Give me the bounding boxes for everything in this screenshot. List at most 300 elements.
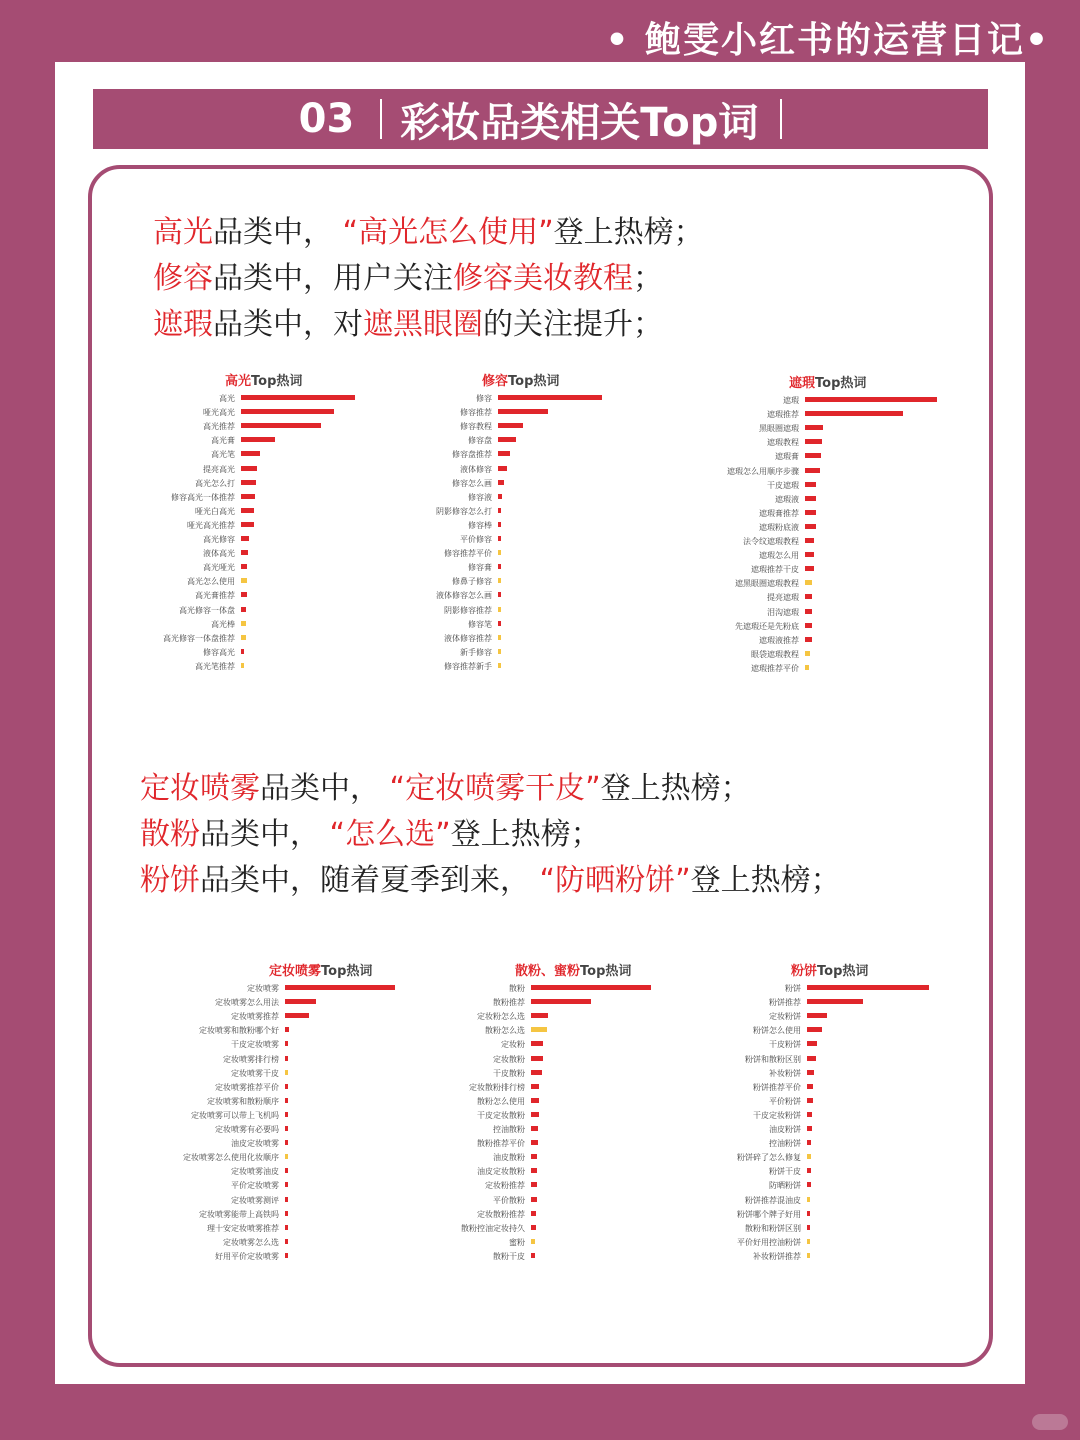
category-label: 补妆粉饼推荐: [753, 1251, 801, 1261]
category-label: 平价粉饼: [769, 1096, 801, 1106]
bar: [285, 1098, 288, 1103]
category-label: 修容棒: [468, 520, 492, 530]
bar: [285, 1211, 288, 1216]
chart-row: [430, 547, 606, 561]
banner-divider: [380, 99, 382, 139]
highlight-text: “高光怎么使用”: [342, 215, 554, 250]
category-label: 液体修容推荐: [444, 633, 492, 643]
highlight-text: “定妆喷雾干皮”: [389, 771, 601, 806]
bar: [285, 1154, 288, 1159]
bar: [531, 999, 591, 1004]
chart-row: [715, 408, 941, 422]
chart-row: [735, 1208, 933, 1222]
chart-title-highlight: 定妆喷雾: [269, 964, 322, 979]
category-label: 蜜粉: [509, 1237, 525, 1247]
bar: [807, 1154, 811, 1159]
insight-text-top: [153, 210, 704, 348]
category-label: 定妆喷雾能带上高铁吗: [199, 1209, 279, 1219]
chart-row: [430, 434, 606, 448]
category-label: 修容推荐平价: [444, 549, 492, 559]
bar: [498, 437, 516, 442]
chart-row: [455, 1179, 655, 1193]
chart-row: [165, 1067, 399, 1081]
category-label: 修容盘: [468, 436, 492, 446]
bar: [241, 522, 254, 527]
category-label: 液体高光: [203, 549, 235, 559]
bar: [531, 1182, 537, 1187]
category-label: 定妆散粉: [493, 1054, 525, 1064]
category-label: 定妆喷雾有必要吗: [215, 1125, 279, 1134]
body-text: 品类中，: [213, 215, 343, 250]
category-label: 干皮遮瑕: [767, 480, 799, 490]
category-label: 定妆喷雾推荐平价: [215, 1082, 279, 1092]
category-label: 平价定妆喷雾: [231, 1181, 279, 1191]
category-label: 高光棒: [211, 619, 235, 629]
body-text: 品类中，用户关注: [213, 261, 453, 296]
category-label: 平价好用控油粉饼: [737, 1237, 801, 1247]
bar: [498, 663, 501, 668]
bar: [807, 1013, 827, 1018]
chart-row: [715, 493, 941, 507]
bar: [498, 480, 504, 485]
bar: [531, 1253, 535, 1258]
chart-row: [430, 533, 606, 547]
insight-line: [153, 210, 704, 256]
chart-row: [165, 1165, 399, 1179]
chart-row: [715, 563, 941, 577]
category-label: 修容膏: [468, 563, 492, 573]
bar: [531, 1056, 543, 1061]
category-label: 修容高光一体推荐: [171, 492, 235, 502]
chart-row: [165, 1081, 399, 1095]
category-label: 干皮定妆喷雾: [231, 1040, 279, 1050]
bar: [241, 592, 247, 597]
bar: [285, 1084, 288, 1089]
category-label: 散粉干皮: [493, 1251, 525, 1261]
chart-title-rest: Top热词: [251, 374, 303, 389]
category-label: 干皮定妆散粉: [477, 1110, 525, 1120]
chart-row: [430, 660, 606, 674]
category-label: 控油散粉: [493, 1125, 525, 1134]
bar: [531, 1225, 536, 1230]
chart-row: [155, 604, 359, 618]
chart-row: [165, 1123, 399, 1137]
category-label: 修容笔: [468, 619, 492, 629]
category-label: 定妆喷雾怎么使用化妆顺序: [183, 1153, 279, 1163]
chart-row: [430, 448, 606, 462]
bar: [498, 550, 501, 555]
chart-row: [715, 648, 941, 662]
category-label: 高光笔推荐: [195, 661, 235, 671]
category-label: 平价修容: [460, 535, 492, 544]
bar: [285, 1013, 309, 1018]
bar: [241, 395, 355, 400]
category-label: 高光修容一体盘推荐: [163, 633, 235, 643]
chart-row: [430, 463, 606, 477]
bar: [241, 437, 275, 442]
chart-row: [735, 1109, 933, 1123]
category-label: 黑眼圈遮瑕: [759, 424, 799, 434]
body-text: ；: [633, 261, 663, 296]
chart-row: [165, 1208, 399, 1222]
category-label: 修容怎么画: [452, 478, 492, 488]
bar: [531, 1140, 538, 1145]
chart-row: [715, 422, 941, 436]
bar: [807, 999, 863, 1004]
category-label: 定妆散粉推荐: [477, 1209, 525, 1219]
bar: [531, 1211, 536, 1216]
bar: [531, 1098, 539, 1103]
bar: [807, 1098, 813, 1103]
bar: [805, 496, 816, 501]
highlight-text: 修容美妆教程: [453, 261, 633, 296]
category-label: 先遮瑕还是先粉底: [735, 621, 799, 631]
chart-title-highlight: 遮瑕: [789, 376, 816, 391]
highlight-text: 修容: [153, 261, 213, 296]
bar: [241, 663, 244, 668]
category-label: 定妆喷雾可以带上飞机吗: [191, 1110, 279, 1120]
bar: [498, 607, 501, 612]
category-label: 哑光高光推荐: [187, 520, 235, 530]
highlight-text: 定妆喷雾: [140, 771, 260, 806]
chart-row: [715, 634, 941, 648]
chart-title-rest: Top热词: [815, 376, 867, 391]
chart-row: [735, 1137, 933, 1151]
chart-row: [735, 1165, 933, 1179]
bar: [498, 635, 501, 640]
bar: [805, 538, 814, 543]
bar: [807, 1126, 812, 1131]
chart-row: [735, 1123, 933, 1137]
chart-row: [455, 1038, 655, 1052]
chart-row: [155, 463, 359, 477]
bar: [807, 1197, 810, 1202]
category-label: 高光哑光: [203, 563, 235, 573]
bar: [805, 623, 812, 628]
bar: [241, 508, 254, 513]
category-label: 定妆喷雾怎么选: [223, 1237, 279, 1247]
insight-line: [140, 812, 841, 858]
bar: [805, 651, 810, 656]
category-label: 哑光高光: [203, 408, 235, 418]
category-label: 新手修容: [460, 647, 492, 657]
bar: [805, 453, 821, 458]
bar: [807, 1056, 816, 1061]
category-label: 粉饼: [785, 984, 801, 993]
chart-row: [735, 1053, 933, 1067]
bar: [285, 1070, 288, 1075]
category-label: 阴影修容推荐: [444, 605, 492, 615]
category-label: 粉饼怎么使用: [753, 1026, 801, 1036]
bar: [241, 621, 246, 626]
chart-row: [155, 547, 359, 561]
bar: [805, 397, 937, 402]
chart-title-rest: Top热词: [580, 964, 632, 979]
category-label: 粉饼推荐平价: [753, 1082, 801, 1092]
bar: [498, 621, 501, 626]
category-label: 定妆喷雾: [247, 984, 279, 993]
category-label: 修容液: [468, 492, 492, 502]
category-label: 阴影修容怎么打: [436, 506, 492, 516]
chart-row: [455, 1151, 655, 1165]
highlight-text: 散粉: [140, 817, 200, 852]
category-label: 定妆喷雾和散粉顺序: [207, 1096, 279, 1106]
chart-row: [155, 519, 359, 533]
body-text: 登上热榜；: [450, 817, 601, 852]
bar: [285, 1041, 288, 1046]
bar: [498, 522, 501, 527]
bar: [531, 1168, 537, 1173]
bar: [805, 468, 820, 473]
section-number: 03: [298, 96, 355, 142]
bar: [241, 536, 249, 541]
bar: [241, 564, 247, 569]
bar: [285, 1140, 288, 1145]
section-banner: [93, 89, 988, 149]
chart-title: [269, 960, 372, 979]
chart-row: [165, 1109, 399, 1123]
bar: [531, 1126, 538, 1131]
category-label: 粉饼推荐混油皮: [745, 1195, 801, 1205]
bar: [531, 1041, 543, 1046]
category-label: 修容教程: [460, 422, 492, 432]
category-label: 散粉控油定妆持久: [461, 1223, 525, 1233]
category-label: 干皮定妆粉饼: [753, 1110, 801, 1120]
category-label: 散粉怎么使用: [477, 1096, 525, 1106]
bar: [531, 985, 651, 990]
chart-row: [715, 549, 941, 563]
category-label: 遮瑕膏: [775, 452, 799, 462]
body-text: 品类中，随着夏季到来，: [200, 863, 540, 898]
bar: [285, 1126, 288, 1131]
bar: [498, 578, 501, 583]
chart-row: [155, 561, 359, 575]
chart-row: [430, 420, 606, 434]
section-title: 彩妆品类相关Top词: [400, 99, 759, 146]
category-label: 粉饼和散粉区别: [745, 1054, 801, 1064]
chart-row: [715, 465, 941, 479]
category-label: 防晒粉饼: [769, 1181, 801, 1191]
chart-row: [455, 1067, 655, 1081]
category-label: 遮瑕液: [775, 494, 799, 504]
category-label: 高光修容: [203, 535, 235, 544]
bar: [241, 578, 247, 583]
bar: [805, 665, 809, 670]
bar: [807, 1041, 817, 1046]
category-label: 定妆喷雾怎么用法: [215, 998, 279, 1008]
chart-title: [789, 372, 866, 391]
category-label: 粉饼哪个牌子好用: [737, 1209, 801, 1219]
body-text: 品类中，: [200, 817, 330, 852]
chart-row: [155, 660, 359, 674]
category-label: 高光怎么打: [195, 478, 235, 488]
bar: [241, 480, 256, 485]
chart-row: [165, 996, 399, 1010]
category-label: 遮瑕粉底液: [759, 522, 799, 532]
highlight-text: 高光: [153, 215, 213, 250]
category-label: 干皮粉饼: [769, 1040, 801, 1050]
category-label: 泪沟遮瑕: [767, 607, 799, 617]
body-text: 登上热榜；: [690, 863, 841, 898]
bar: [807, 1168, 811, 1173]
bar: [807, 1225, 810, 1230]
bar: [498, 536, 501, 541]
bar: [807, 1211, 810, 1216]
category-label: 高光笔: [211, 450, 235, 460]
chart-row: [165, 1053, 399, 1067]
chart-row: [735, 1194, 933, 1208]
category-label: 定妆喷雾和散粉哪个好: [199, 1026, 279, 1036]
category-label: 定妆粉推荐: [485, 1181, 525, 1191]
bar: [285, 999, 316, 1004]
chart-row: [735, 982, 933, 996]
chart-row: [455, 1250, 655, 1264]
bar: [805, 566, 814, 571]
category-label: 遮瑕推荐干皮: [751, 565, 799, 575]
brand-title: • 鲍雯小红书的运营日记•: [605, 20, 1050, 61]
chart-title-highlight: 散粉、蜜粉: [515, 964, 581, 979]
chart-row: [735, 1067, 933, 1081]
bar: [285, 1027, 289, 1032]
chart-title: [791, 960, 868, 979]
bar: [807, 1140, 811, 1145]
category-label: 油皮定妆喷雾: [231, 1139, 279, 1149]
category-label: 散粉推荐平价: [477, 1139, 525, 1149]
chart-row: [430, 589, 606, 603]
body-text: 品类中，: [260, 771, 390, 806]
chart-row: [430, 604, 606, 618]
chart-row: [155, 477, 359, 491]
category-label: 定妆喷雾排行榜: [223, 1054, 279, 1064]
insight-line: [140, 766, 841, 812]
highlight-text: “怎么选”: [329, 817, 451, 852]
category-label: 高光推荐: [203, 422, 235, 432]
bar: [807, 1112, 812, 1117]
category-label: 控油粉饼: [769, 1139, 801, 1149]
highlight-text: 粉饼: [140, 863, 200, 898]
chart-row: [430, 618, 606, 632]
category-label: 定妆喷雾油皮: [231, 1167, 279, 1177]
chart-row: [715, 535, 941, 549]
insight-line: [140, 858, 841, 904]
chart-row: [455, 1010, 655, 1024]
category-label: 定妆喷雾干皮: [231, 1068, 279, 1078]
chart-row: [165, 1236, 399, 1250]
chart-row: [455, 1165, 655, 1179]
chart-row: [455, 1095, 655, 1109]
chart-row: [715, 591, 941, 605]
chart-title-highlight: 高光: [225, 374, 252, 389]
chart-row: [455, 996, 655, 1010]
chart-row: [715, 521, 941, 535]
highlight-text: “防晒粉饼”: [539, 863, 691, 898]
highlight-text: 遮黑眼圈: [363, 307, 483, 342]
banner-divider: [780, 99, 782, 139]
content-panel: [55, 62, 1025, 1384]
chart-row: [155, 420, 359, 434]
chart-row: [455, 1081, 655, 1095]
insight-line: [153, 302, 704, 348]
bar: [241, 423, 321, 428]
chart-row: [735, 1151, 933, 1165]
chart-row: [155, 448, 359, 462]
category-label: 散粉推荐: [493, 998, 525, 1008]
chart-row: [155, 434, 359, 448]
chart-row: [455, 1222, 655, 1236]
bar: [805, 482, 816, 487]
chart-row: [735, 1179, 933, 1193]
bar: [498, 409, 548, 414]
bar: [807, 1182, 811, 1187]
chart-title: [225, 370, 302, 389]
category-label: 高光膏: [211, 436, 235, 446]
category-label: 定妆散粉排行榜: [469, 1082, 525, 1092]
highlight-text: 遮瑕: [153, 307, 213, 342]
category-label: 眼袋遮瑕教程: [751, 649, 799, 659]
chart-row: [165, 1151, 399, 1165]
chart-row: [155, 646, 359, 660]
bar: [498, 395, 602, 400]
chart-row: [455, 1137, 655, 1151]
chart-row: [455, 1236, 655, 1250]
category-label: 遮瑕怎么用: [759, 551, 799, 561]
chart-row: [455, 1053, 655, 1067]
category-label: 定妆粉: [501, 1040, 525, 1050]
chart-row: [735, 1010, 933, 1024]
category-label: 遮瑕膏推荐: [759, 508, 799, 518]
body-text: 的关注提升；: [483, 307, 663, 342]
category-label: 修容高光: [203, 647, 235, 657]
category-label: 散粉怎么选: [485, 1026, 525, 1036]
chart-row: [735, 1236, 933, 1250]
bar: [531, 1084, 539, 1089]
chart-row: [715, 479, 941, 493]
bar: [805, 580, 812, 585]
chart-row: [165, 1010, 399, 1024]
bar: [805, 510, 816, 515]
chart-row: [155, 589, 359, 603]
bar: [498, 592, 501, 597]
chart-row: [430, 561, 606, 575]
category-label: 修容盘推荐: [452, 450, 492, 460]
bar: [498, 494, 502, 499]
chart-row: [155, 406, 359, 420]
bar: [807, 985, 929, 990]
bar: [241, 635, 246, 640]
category-label: 定妆粉怎么选: [477, 1012, 525, 1022]
bar: [805, 439, 822, 444]
chart-row: [155, 505, 359, 519]
chart-row: [165, 1038, 399, 1052]
bar: [498, 564, 501, 569]
category-label: 粉饼碎了怎么修复: [737, 1153, 801, 1163]
chart-row: [715, 436, 941, 450]
bar: [805, 425, 823, 430]
category-label: 油皮散粉: [493, 1153, 525, 1163]
chart-row: [715, 606, 941, 620]
bar: [285, 985, 395, 990]
chart-row: [735, 996, 933, 1010]
chart-title-rest: Top热词: [817, 964, 869, 979]
bar: [805, 594, 812, 599]
chart-row: [430, 646, 606, 660]
category-label: 哑光白高光: [195, 506, 235, 516]
chart-row: [165, 1179, 399, 1193]
chart-title: [482, 370, 559, 389]
watermark-logo: [1032, 1414, 1068, 1430]
category-label: 遮瑕: [783, 396, 799, 405]
category-label: 遮瑕推荐: [767, 410, 799, 420]
